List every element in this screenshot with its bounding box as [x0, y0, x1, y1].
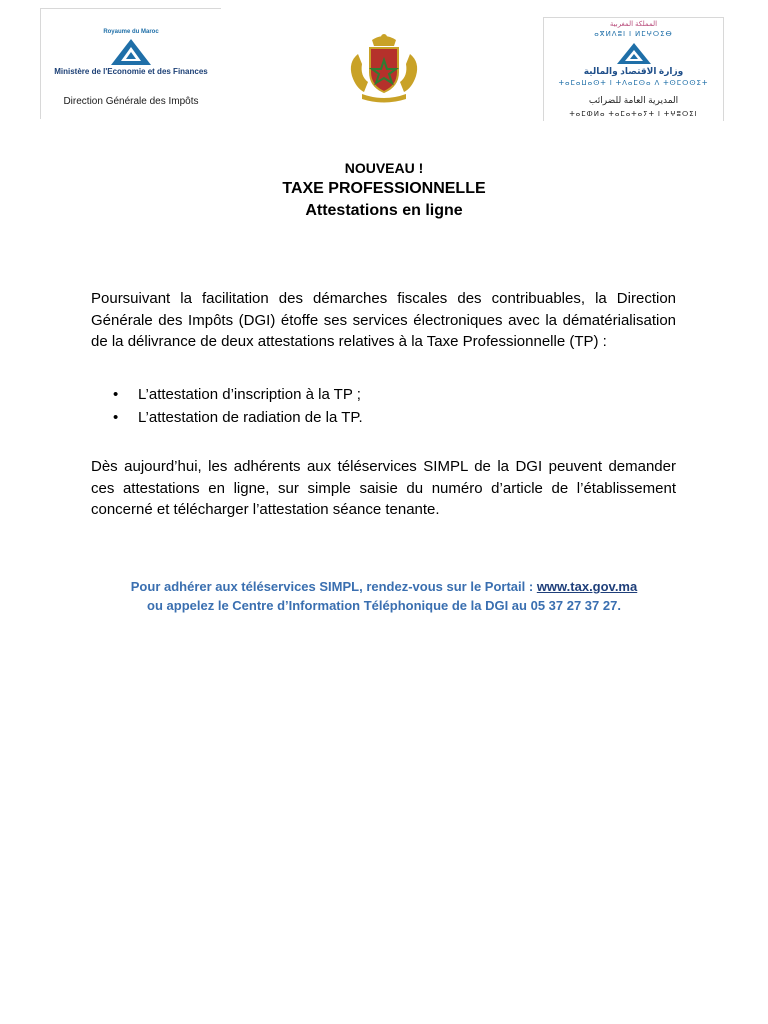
contact-line2: ou appelez le Centre d’Information Téléphonique de la DGI au 05 37 27 37 27. — [147, 598, 621, 613]
logo-arabic-line3: المديرية العامة للضرائب — [588, 95, 679, 105]
contact-line1 — [0, 577, 768, 596]
intro-paragraph: Poursuivant la facilitation des démarches fiscales des contribuables, la Direction Générale des Impôts (DGI) étoffe ses services électroniques avec la dématérialisation de la délivrance de deux attestations relatives à la Taxe Professionnelle (TP) : — [91, 290, 676, 350]
availability-paragraph: Dès aujourd’hui, les adhérents aux téléservices SIMPL de la DGI peuvent demander ces attestations en ligne, sur simple saisie du numéro d’article de l’établissement concerné et télécharger l’attestation séance tenante. — [91, 458, 676, 518]
logo-direction-text: Direction Générale des Impôts — [63, 96, 199, 107]
ministry-arabic-logo — [543, 17, 724, 121]
moroccan-coat-of-arms-emblem — [342, 32, 426, 109]
list-item-text: L’attestation de radiation de la TP. — [138, 409, 363, 426]
list-item-text: L’attestation d’inscription à la TP ; — [138, 386, 361, 403]
portal-link[interactable]: www.tax.gov.ma — [536, 579, 638, 594]
contact-prefix: Pour adhérer aux téléservices SIMPL, rendez-vous sur le Portail : — [130, 579, 537, 594]
logo-tifinagh-line1: ⴰⴳⵍⴷⵓⵏ ⵏ ⵍⵎⵖⵔⵉⴱ — [594, 31, 673, 38]
logo-arabic-line1: المملكة المغربية — [609, 21, 658, 28]
dgi-triangle-icon — [107, 37, 155, 67]
logo-arabic-line2: وزارة الاقتصاد والمالية — [583, 66, 684, 76]
bullet-icon: • — [113, 386, 119, 403]
logo-tifinagh-line2: ⵜⴰⵎⴰⵡⴰⵙⵜ ⵏ ⵜⴷⴰⵎⵙⴰ ⴷ ⵜⵙⵎⵔⵙⵉⵜ — [558, 80, 709, 87]
logo-royaume-text: Royaume du Maroc — [103, 29, 159, 35]
sub-title: Attestations en ligne — [305, 202, 463, 219]
attestation-list — [91, 383, 676, 429]
ministry-triangle-icon — [614, 42, 654, 66]
contact-block — [0, 577, 768, 615]
bullet-icon: • — [113, 409, 119, 426]
document-title-block — [0, 158, 768, 222]
list-item — [91, 383, 676, 406]
nouveau-heading: NOUVEAU ! — [344, 160, 424, 176]
dgi-logo — [40, 8, 221, 119]
logo-tifinagh-line3: ⵜⴰⵎⵀⵍⴰ ⵜⴰⵎⴰⵜⴰⵢⵜ ⵏ ⵜⵖⵓⵔⵉⵏ — [569, 111, 698, 118]
main-title: TAXE PROFESSIONNELLE — [282, 180, 486, 197]
list-item — [91, 406, 676, 429]
logo-ministere-text: Ministère de l'Economie et des Finances — [54, 67, 208, 76]
